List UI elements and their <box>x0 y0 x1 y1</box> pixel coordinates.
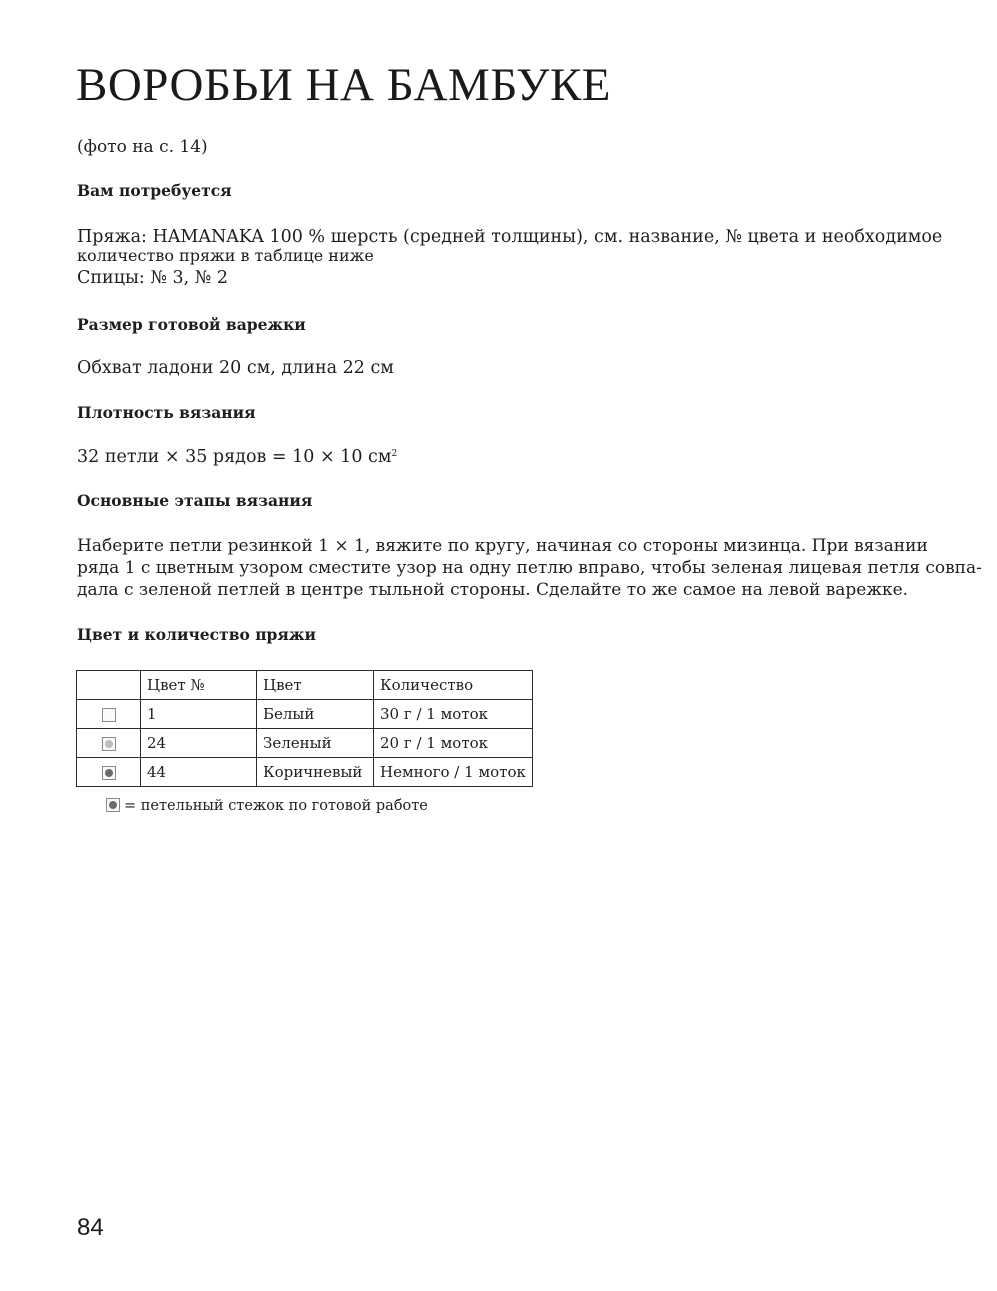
dark-gray-dot-swatch-icon <box>102 766 116 780</box>
color-number-cell: 44 <box>141 758 257 787</box>
header-quantity: Количество <box>374 671 533 700</box>
table-row <box>77 758 533 787</box>
legend-text: = петельный стежок по готовой работе <box>124 798 428 814</box>
quantity-cell: Немного / 1 моток <box>374 758 533 787</box>
yarn-table-heading: Цвет и количество пряжи <box>77 625 316 644</box>
needles-line: Спицы: № 3, № 2 <box>77 268 228 288</box>
yarn-table <box>76 670 533 787</box>
color-name-cell: Белый <box>257 700 374 729</box>
yarn-description: HAMANAKA 100 % шерсть (средней толщины), см. название, № цвета и необходимое <box>146 227 943 247</box>
gauge-heading: Плотность вязания <box>77 403 256 422</box>
materials-text <box>77 226 942 289</box>
steps-text <box>77 535 982 601</box>
header-swatch <box>77 671 141 700</box>
table-row <box>77 729 533 758</box>
swatch-cell <box>77 729 141 758</box>
gauge-text <box>77 446 397 468</box>
dark-gray-dot-swatch-icon <box>106 798 120 812</box>
yarn-lead: Пряжа: <box>77 227 147 247</box>
yarn-line-2: количество пряжи в таблице ниже <box>77 246 374 265</box>
gauge-value: 32 петли × 35 рядов = 10 × 10 см <box>77 447 392 467</box>
page-title: ВОРОБЬИ НА БАМБУКЕ <box>76 59 612 111</box>
color-number-cell: 24 <box>141 729 257 758</box>
page-number: 84 <box>77 1214 104 1241</box>
light-gray-dot-swatch-icon <box>102 737 116 751</box>
swatch-dot <box>105 769 113 777</box>
gauge-superscript: 2 <box>391 449 398 459</box>
quantity-cell: 30 г / 1 моток <box>374 700 533 729</box>
size-text: Обхват ладони 20 см, длина 22 см <box>77 358 394 378</box>
steps-line: Наберите петли резинкой 1 × 1, вяжите по кругу, начиная со стороны мизинца. При вязании <box>77 536 928 556</box>
photo-reference: (фото на с. 14) <box>77 137 208 157</box>
table-header-row <box>77 671 533 700</box>
table-legend <box>106 796 428 816</box>
size-heading: Размер готовой варежки <box>77 315 306 334</box>
white-square-swatch-icon <box>102 708 116 722</box>
steps-line: ряда 1 с цветным узором сместите узор на одну петлю вправо, чтобы зеленая лицевая петля совпа- <box>77 558 982 578</box>
steps-heading: Основные этапы вязания <box>77 491 313 510</box>
header-color-number: Цвет № <box>141 671 257 700</box>
steps-line: дала с зеленой петлей в центре тыльной стороны. Сделайте то же самое на левой варежке. <box>77 580 909 600</box>
table-row <box>77 700 533 729</box>
quantity-cell: 20 г / 1 моток <box>374 729 533 758</box>
swatch-dot <box>105 740 113 748</box>
swatch-cell <box>77 700 141 729</box>
swatch-dot <box>109 801 117 809</box>
color-name-cell: Коричневый <box>257 758 374 787</box>
color-number-cell: 1 <box>141 700 257 729</box>
swatch-cell <box>77 758 141 787</box>
header-color: Цвет <box>257 671 374 700</box>
materials-heading: Вам потребуется <box>77 181 232 200</box>
color-name-cell: Зеленый <box>257 729 374 758</box>
